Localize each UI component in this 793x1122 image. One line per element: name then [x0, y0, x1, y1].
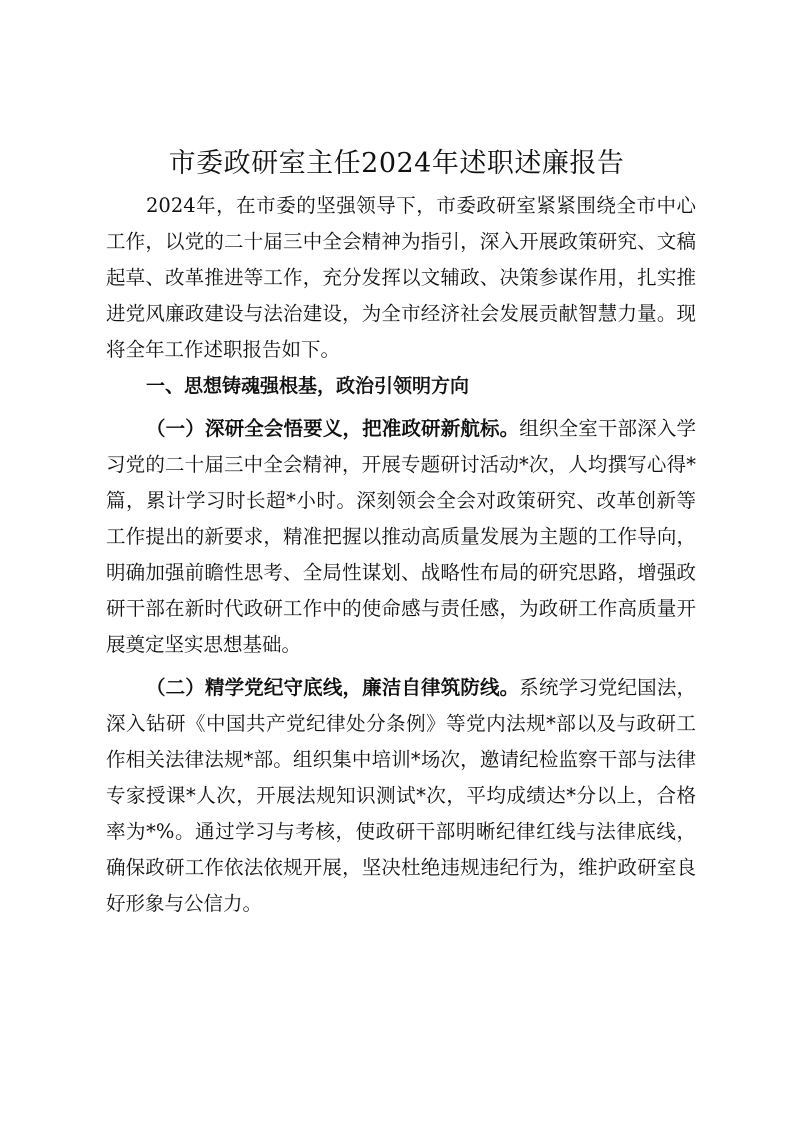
subsection-paragraph-1	[106, 411, 696, 663]
subsection-paragraph-2	[106, 670, 696, 922]
document-body	[106, 188, 696, 922]
intro-paragraph: 2024年，在市委的坚强领导下，市委政研室紧紧围绕全市中心工作，以党的二十届三中全会精神为指引，深入开展政策研究、文稿起草、改革推进等工作，充分发挥以文辅政、决策参谋作用，扎实推进党风廉政建设与法治建设，为全市经济社会发展贡献智慧力量。现将全年工作述职报告如下。	[106, 194, 696, 361]
subsection-text-2: 系统学习党纪国法，深入钻研《中国共产党纪律处分条例》等党内法规*部以及与政研工作相关法律法规*部。组织集中培训*场次，邀请纪检监察干部与法律专家授课*人次，开展法规知识测试*次，平均成绩达*分以上，合格率为*%。通过学习与考核，使政研干部明晰纪律红线与法律底线，确保政研工作依法依规开展，坚决杜绝违规违纪行为，维护政研室良好形象与公信力。	[106, 676, 696, 915]
subsection-lead-2: （二）精学党纪守底线，廉洁自律筑防线。	[146, 676, 520, 699]
subsection-text-1: 组织全室干部深入学习党的二十届三中全会精神，开展专题研讨活动*次，人均撰写心得*篇，累计学习时长超*小时。深刻领会全会对政策研究、改革创新等工作提出的新要求，精准把握以推动高质量发展为主题的工作导向，明确加强前瞻性思考、全局性谋划、战略性布局的研究思路，增强政研干部在新时代政研工作中的使命感与责任感，为政研工作高质量开展奠定坚实思想基础。	[106, 417, 696, 656]
document-title: 市委政研室主任2024年述职述廉报告	[168, 148, 625, 179]
subsection-lead-1: （一）深研全会悟要义，把准政研新航标。	[146, 417, 520, 440]
section-heading: 一、思想铸魂强根基，政治引领明方向	[146, 375, 470, 397]
